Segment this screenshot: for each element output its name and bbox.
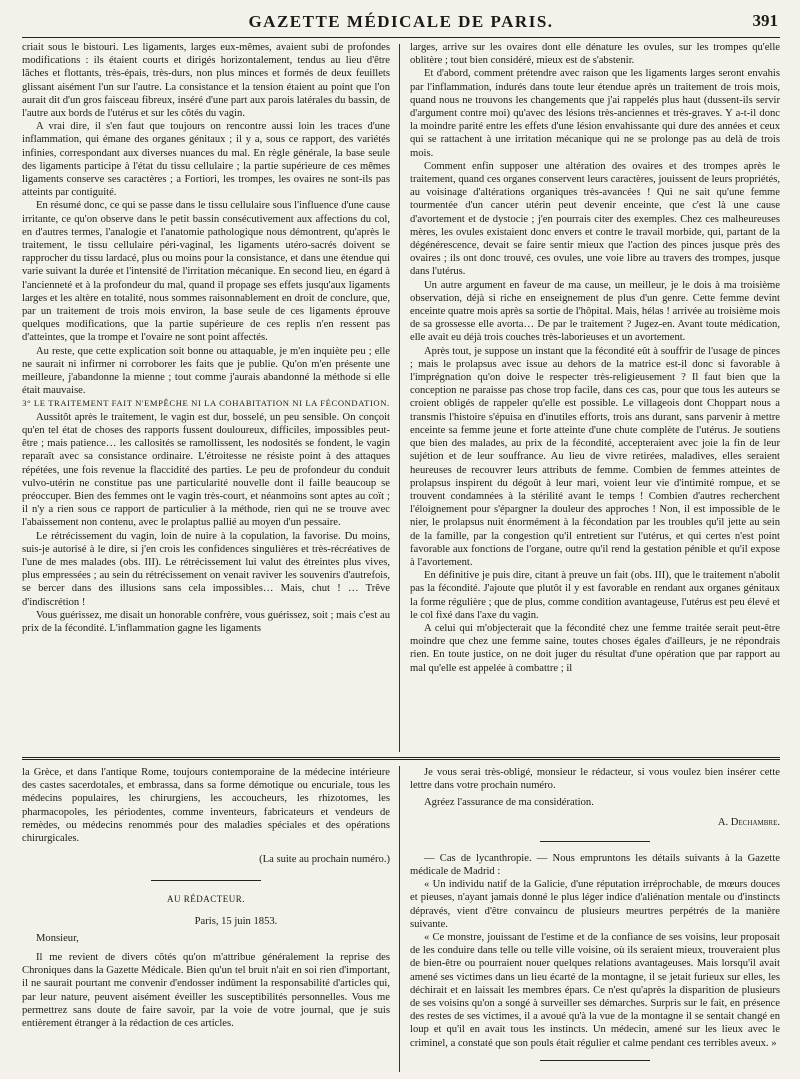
paragraph: « Ce monstre, jouissant de l'estime et de la confiance de ses voisins, leur proposait de les conduire dans telle ou telle ville voisine, où ils seraient mieux, trouveraient plus de bien-être ou pourraient nouer quelques relations avantageuses. Mais lorsqu'il avait amené ses victimes dans un lieu écarté de la montagne, il se jetait furieux sur elles, les déchirait et en laissait les membres épars. Ce n'est qu'après la disparition de plusieurs de ses voisins qu'on a songé à surveiller ses démarches. Surpris sur le fait, en présence des restes de ses victimes, il a avoué qu'à la vue de la montagne il se sentait changé en loup et qu'il en avait tous les instincts. Un médecin, amené sur les lieux avec le criminel, a constaté que son pouls était régulier et calme pendant ces terribles aveux. » bbox=[410, 932, 780, 1049]
paragraph: Et d'abord, comment prétendre avec raison que les ligaments larges seront envahis par l'inflammation, indurés dans toute leur étendue après un traitement de trois mois, quand nous ne trouvons les changements que j'ai rappelés plus haut (dussent-ils servir d'argument contre moi) qu'avec des lésions très-anciennes et très-graves. Y a-t-il donc la moindre parité entre les effets d'une lésion envahissante qui dure des années et ceux qui se rattachent à une irritation mécanique qui ne se prolonge pas au delà de trois mois. bbox=[410, 68, 780, 159]
paragraph: Aussitôt après le traitement, le vagin est dur, bosselé, un peu sensible. On conçoit qu'en tel état de choses des rapports fussent douloureux, difficiles, impossibles peut-être ; mais patience… les callosités se ramollissent, les nodosités se fondent, le vagin reparaît avec sa consistance ordinaire. L'étroitesse ne résiste point à des attaques répétées, une fois revenue la flaccidité des parties. Le peu de profondeur du conduit vulvo-utérin ne constitue pas une particularité nouvelle dont il faille beaucoup se préoccuper. Bien des femmes ont le vagin très-court, et néanmoins sont aptes au coït ; il n'y a rien sous ce rapport de particulier à la méthode, rien qui ne se trouve avec l'abaissement non contenu, avec le prolaptus pallié au moyen d'un pessaire. bbox=[22, 411, 390, 529]
bottom-right-column bbox=[410, 766, 780, 1072]
top-left-column bbox=[22, 41, 390, 753]
paragraph: Le rétrécissement du vagin, loin de nuire à la copulation, la favorise. Du moins, suis-je autorisé à le dire, si j'en crois les confidences singulières et très-récréatives de l'une de mes malades (obs. III). Le rétrécissement lui valut des étreintes plus vives, plus empressées ; au sein du rétrécissement on venait raviver les souvenirs d'autrefois, se bercer dans des illusions sans cela impossibles… Mais, chut ! … Trêve d'indiscrétion ! bbox=[22, 530, 390, 608]
paragraph: Vous guérissez, me disait un honorable confrère, vous guérissez, soit ; mais c'est au prix de la fécondité. L'inflammation gagne les ligaments bbox=[22, 609, 390, 634]
paragraph: Il me revient de divers côtés qu'on m'attribue généralement la reprise des Chroniques dans la Gazette Médicale. Bien qu'un tel bruit n'ait en soi rien d'important, il ne saurait pourtant me convenir d'endosser indûment la responsabilité d'articles qui, par leur nature, peuvent aisément éveiller les susceptibilités personnelles. Vous me permettrez sans doute de faire savoir, par la voie de votre journal, que je suis entièrement étranger à la rédaction de ces articles. bbox=[22, 952, 390, 1030]
paragraph: Un autre argument en faveur de ma cause, un meilleur, je le dois à ma troisième observation, déjà si riche en enseignement de plus d'un genre. Cette femme devint enceinte quatre mois après sa sortie de l'hôpital. Mais, hélas ! arrivée au troisième mois de sa grossesse elle avorta… De par le traitement ? Jugez-en. Avant toute médication, elle avait eu déjà trois couches très-laborieuses et un avortement. bbox=[410, 279, 780, 344]
column-divider bbox=[399, 766, 400, 1072]
page-number: 391 bbox=[752, 11, 778, 30]
header-rule bbox=[22, 37, 780, 38]
feuilleton-rule bbox=[22, 757, 780, 760]
paragraph: « Un individu natif de la Galicie, d'une réputation irréprochable, de mœurs douces et pieuses, n'ayant jamais donné le plus léger indice d'aliénation mentale ou d'instincts dépravés, vient d'être convaincu de plusieurs meurtres perpétrés de la manière suivante. bbox=[410, 879, 780, 930]
paragraph: — Cas de lycanthropie. — Nous empruntons les détails suivants à la Gazette médicale de Madrid : bbox=[410, 852, 780, 878]
paragraph: En définitive je puis dire, citant à preuve un fait (obs. III), que le traitement n'abolit pas la fécondité. J'ajoute que plutôt il y est favorable en rendant aux organes génitaux la forme régulière ; que de plus, comme condition avantageuse, l'utérus est peu élevé et le col fixé dans l'axe du vagin. bbox=[410, 570, 780, 621]
paragraph: criait sous le bistouri. Les ligaments, larges eux-mêmes, avaient subi de profondes modifications : ils étaient courts et dirigés horizontalement, tendus au lieu d'être lâches et flottants, très-épais, très-durs, non plus minces et formés de deux feuillets glissant aisément l'un sur l'autre. La consistance et la tension étaient au point que l'on aurait dit d'un gros faisceau fibreux, inséré d'une part aux parois latérales du bassin, de l'autre aux bords de l'utérus et sur les côtés du vagin. bbox=[22, 42, 390, 120]
paragraph: la Grèce, et dans l'antique Rome, toujours contemporaine de la médecine intérieure des castes sacerdotales, et embrassa, dans sa forme démotique ou encuriale, tous les médecins populaires, les chirurgiens, les accoucheurs, les rhizotomes, les pharmacopoles, les périodentes, comme inventeurs, fabricateurs et vendeurs de remèdes, ou médecins renommés pour des maladies spéciales et des opérations chirurgicales. bbox=[22, 767, 390, 845]
paragraph: larges, arrive sur les ovaires dont elle dénature les ovules, sur les trompes qu'elle oblitère ; tout bien considéré, mieux est de s'abstenir. bbox=[410, 42, 780, 67]
signature: A. Dechambre. bbox=[717, 816, 780, 828]
top-right-column bbox=[410, 41, 780, 753]
letter-heading: AU RÉDACTEUR. bbox=[167, 894, 245, 905]
page-header bbox=[22, 8, 780, 36]
journal-title: GAZETTE MÉDICALE DE PARIS. bbox=[248, 12, 554, 31]
paragraph: Après tout, je suppose un instant que la fécondité eût à souffrir de l'usage de pinces ; mais le prolapsus avec issue au dehors de la matrice est-il donc si favorable à l'imprégnation qu'on doive le respecter très-religieusement ? Il faut bien que la conception ne paraisse pas chose trop facile, dans ces cas, pour que tous les auteurs se croient obligés de rappeler qu'elle est possible. Le villageois dont Choppart nous a transmis l'histoire s'épuisa en d'inutiles efforts, trois ans durant, sans parvenir à mettre enceinte sa femme jeune et forte atteinte d'une chute complète de l'utérus. Je soutiens que bien des malades, au prix de la fécondité, accepteraient avec joie la fin de leur sujétion et de leur souffrance. Au lieu de vivre retirées, maladives, elles seraient heureuses de recouvrer leurs attributs de femme. Combien de femmes atteintes de prolapsus inspirent du dégoût à leur mari, voient leur vie d'intimité rompue, et se trouvent condamnées à la stérilité avant le temps ! Combien d'autres recherchent l'éloignement pour s'épargner la douleur des approches ! Non, il est impossible de le nier, le prolapsus nuit énormément à la fécondation par les troubles qu'il jette au sein de la famille, par la congestion qu'il entretient sur l'utérus, et qui certes n'est point favorable aux fonctions de l'organe, outre qu'il rend la gestation pénible et qu'il expose à l'avortement. bbox=[410, 345, 780, 568]
paragraph: A celui qui m'objecterait que la fécondité chez une femme traitée serait peut-être moindre que chez une femme saine, toutes choses égales d'ailleurs, je ne répondrais rien. En toute justice, on ne doit juger du résultat d'une opération que par rapport au mal qu'elle est appelée à combattre ; il bbox=[410, 622, 780, 674]
column-divider bbox=[399, 44, 400, 752]
bottom-left-column bbox=[22, 766, 390, 1072]
section-heading: 3° LE TRAITEMENT FAIT N'EMPÊCHE NI LA COHABITATION NI LA FÉCONDATION. bbox=[22, 398, 390, 409]
paragraph: Au reste, que cette explication soit bonne ou attaquable, je m'en inquiète peu ; elle ne saurait ni infirmer ni corroborer les faits que je publie. Qu'on m'en présente une meilleure, j'abandonne la mienne ; tout comme j'aurais abandonné la méthode si elle était mauvaise. bbox=[22, 345, 390, 397]
paragraph: A vrai dire, il s'en faut que toujours on rencontre aussi loin les traces d'une inflammation, qui émane des organes génitaux ; il y a, sous ce rapport, des variétés infinies, correspondant aux diverses nuances du mal. En règle générale, la base seule des ligaments participe à l'état du tissu cellulaire ; la partie supérieure de ces mêmes ligaments conserve ses caractères ; a Fortiori, les trompes, les ovaires ne sont-ils pas atteints par contiguité. bbox=[22, 121, 390, 199]
paragraph: Agréez l'assurance de ma considération. bbox=[424, 797, 594, 809]
letter-date: Paris, 15 juin 1853. bbox=[194, 915, 278, 927]
continued-note: (La suite au prochain numéro.) bbox=[259, 854, 390, 866]
letter-salutation: Monsieur, bbox=[36, 932, 79, 944]
paragraph: En résumé donc, ce qui se passe dans le tissu cellulaire sous l'influence d'une cause irritante, ce qu'on observe dans le petit bassin consécutivement aux affections du col, en d'autres termes, l'analogie et l'anatomie pathologique nous démontrent, qu'après le traitement, le tissu cellulaire péri-vaginal, les ligaments utéro-sacrés doivent se rapprocher du tissu lardacé, plus ou moins pour la consistance, et dans une étendue qui varie suivant la durée et l'intensité de l'irritation mécanique. En second lieu, en égard à l'ancienneté et à la profondeur du mal, quand il propage ses effets jusqu'aux ligaments larges et les altère en totalité, nous sommes raisonnablement en droit de conclure, que, par un traitement de trois mois environ, la base seule de ces ligaments éprouve quelques modifications, que la partie supérieure de ces replis n'en ressent pas d'atteintes, que la trompe et l'ovaire ne sont point affectés. bbox=[22, 200, 390, 344]
paragraph: Comment enfin supposer une altération des ovaires et des trompes après le traitement, quand ces organes conservent leurs caractères, jouissent de leurs propriétés, au voisinage d'altérations organiques très-avancées ! Qui ne sait qu'une femme tourmentée d'un cancer utérin peut devenir enceinte, que c'est là une cause d'avortement et de dystocie ; j'en pourrais citer des exemples. Chez ces malheureuses mères, les ovules existaient donc envers et contre le travail morbide, qui, partant de la dégénérescence, devait se faire sentir mieux que l'action des pinces jusque près des ovaires ; ils ont donc trouvé, ces ovules, une voie libre au travers des trompes, jusque dans l'utérus. bbox=[410, 160, 780, 278]
end-rule bbox=[540, 1060, 650, 1061]
paragraph: Je vous serai très-obligé, monsieur le rédacteur, si vous voulez bien insérer cette lettre dans votre prochain numéro. bbox=[410, 767, 780, 792]
separator-rule bbox=[151, 880, 261, 881]
separator-rule bbox=[540, 841, 650, 842]
